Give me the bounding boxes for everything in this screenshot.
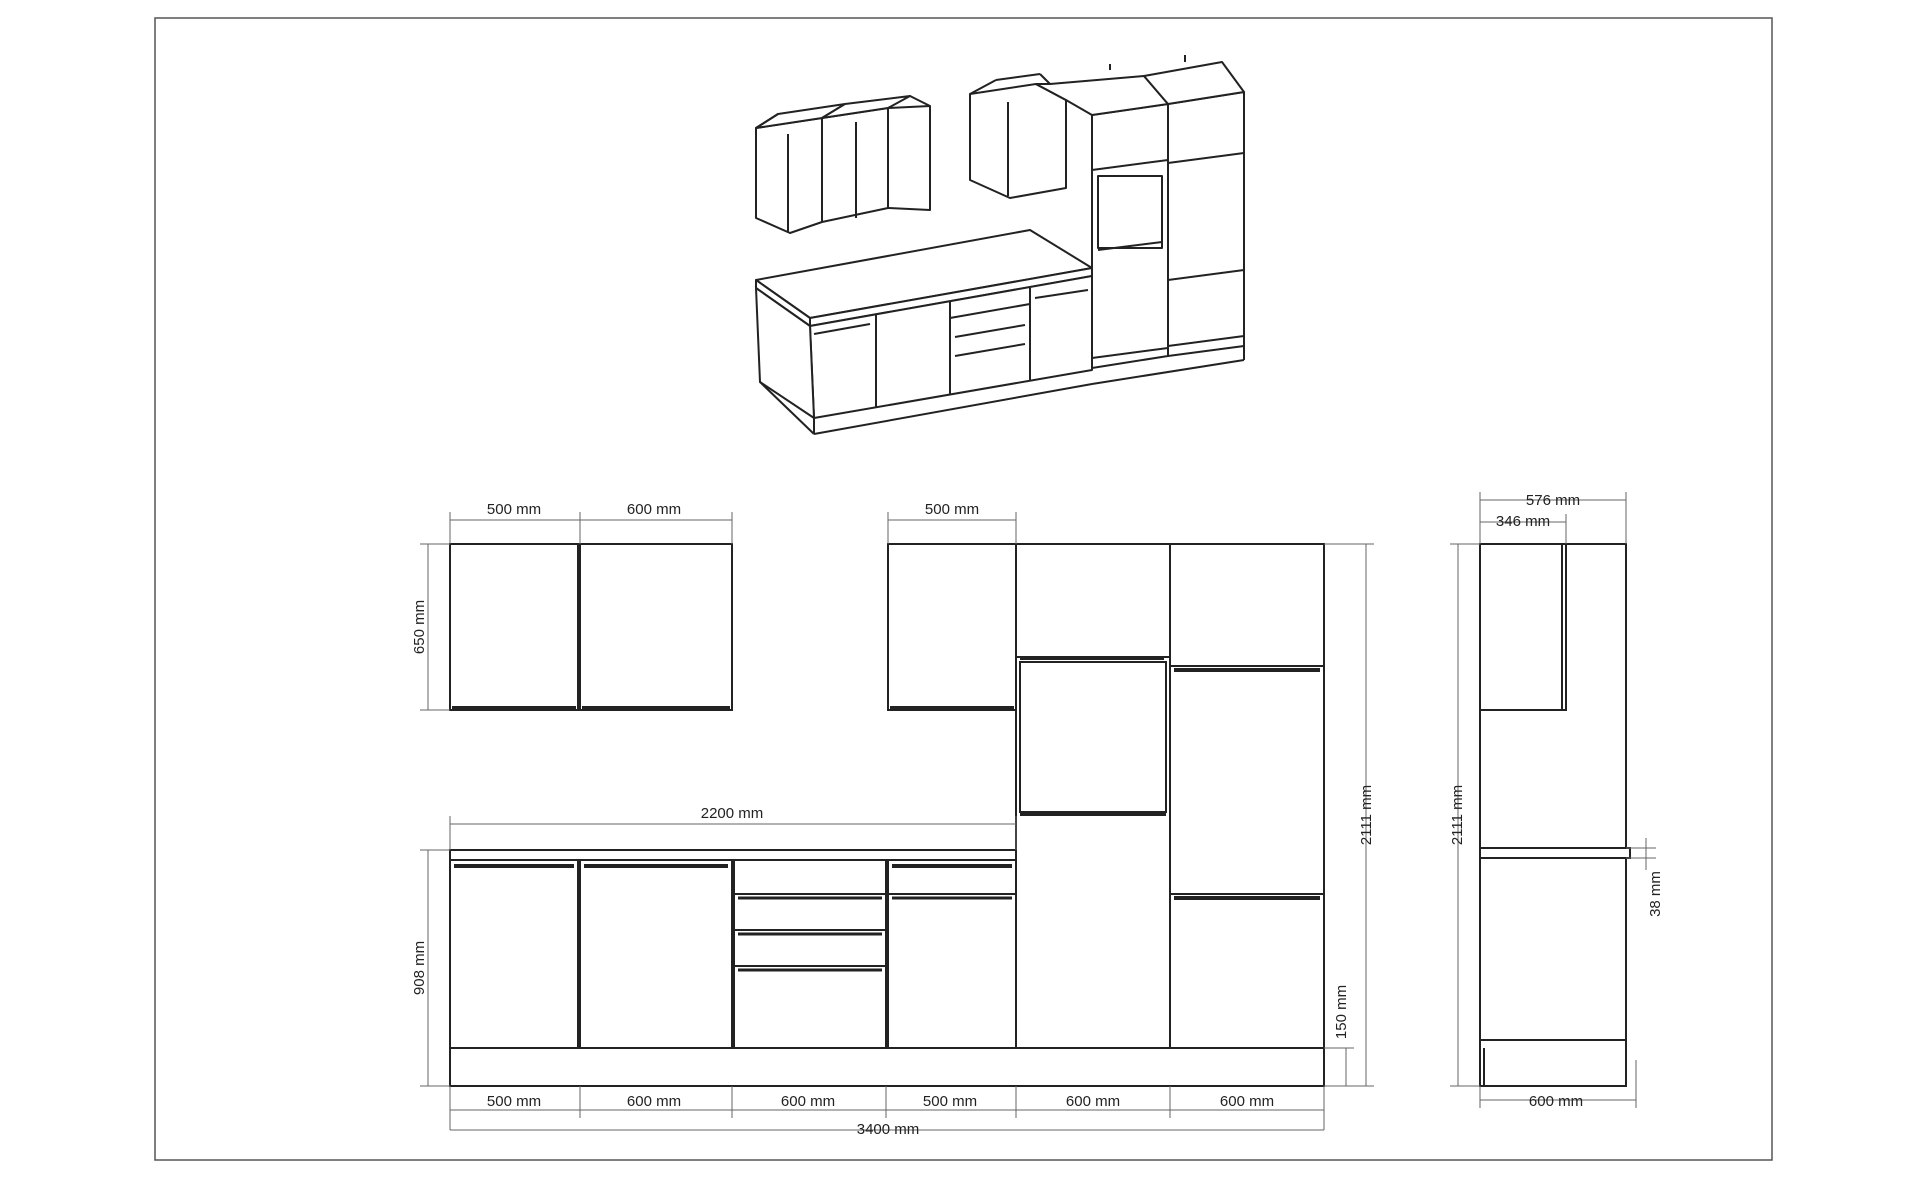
tall-unit-fridge bbox=[1170, 544, 1324, 1048]
dim-wall-height-650: 650 mm bbox=[411, 599, 428, 655]
base-cabinet-500 bbox=[450, 860, 578, 1048]
dim-bottom-600-d: 600 mm bbox=[1219, 1093, 1275, 1110]
dim-side-576: 576 mm bbox=[1525, 492, 1581, 509]
dim-side-600: 600 mm bbox=[1528, 1093, 1584, 1110]
oven-niche bbox=[1020, 662, 1166, 812]
iso-tall-unit-2 bbox=[1168, 92, 1244, 356]
wall-cabinet-500-left bbox=[450, 544, 578, 710]
dim-bottom-500-a: 500 mm bbox=[486, 1093, 542, 1110]
base-cabinet-500-right bbox=[888, 860, 1016, 1048]
front-elevation bbox=[450, 544, 1324, 1086]
dim-base-height-908: 908 mm bbox=[411, 940, 428, 996]
dim-side-38: 38 mm bbox=[1647, 871, 1664, 917]
dim-wall-500-right: 500 mm bbox=[924, 501, 980, 518]
dim-total-3400: 3400 mm bbox=[856, 1121, 920, 1138]
isometric-view bbox=[756, 55, 1244, 434]
base-cabinet-600 bbox=[580, 860, 732, 1048]
iso-wall-unit-middle bbox=[970, 84, 1066, 198]
dim-wall-500-left: 500 mm bbox=[486, 501, 542, 518]
worktop bbox=[450, 850, 1016, 860]
dim-side-346: 346 mm bbox=[1495, 513, 1551, 530]
dim-bottom-600-c: 600 mm bbox=[1065, 1093, 1121, 1110]
dim-plinth-150: 150 mm bbox=[1333, 984, 1350, 1040]
dim-side-height-2111: 2111 mm bbox=[1449, 784, 1466, 846]
dim-bottom-600-a: 600 mm bbox=[626, 1093, 682, 1110]
plinth bbox=[450, 1048, 1324, 1086]
dim-bottom-600-b: 600 mm bbox=[780, 1093, 836, 1110]
side-view bbox=[1480, 544, 1630, 1086]
dim-tall-height-2111: 2111 mm bbox=[1358, 784, 1375, 846]
wall-cabinet-600 bbox=[580, 544, 732, 710]
base-cabinet-drawers bbox=[734, 860, 886, 1048]
wall-cabinet-500-right bbox=[888, 544, 1016, 710]
dim-wall-600: 600 mm bbox=[626, 501, 682, 518]
dim-base-width-2200: 2200 mm bbox=[700, 805, 764, 822]
dim-bottom-500-b: 500 mm bbox=[922, 1093, 978, 1110]
side-wall-cabinet bbox=[1480, 544, 1566, 710]
side-worktop bbox=[1480, 848, 1630, 858]
